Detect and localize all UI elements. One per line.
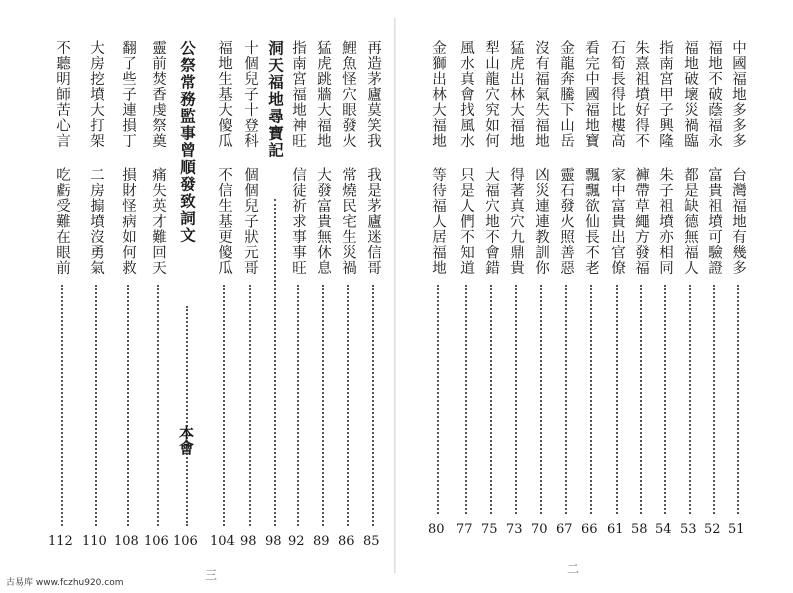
toc-entry-line1: 指南宮福地神旺 [290,40,306,149]
page-number: 86 [338,534,355,549]
page-number: 106 [173,534,198,549]
toc-entry-line2: 大福穴地不會錯 [483,166,499,275]
leader-dots [274,199,276,527]
toc-entry-line2: 只是人們不知道 [458,166,474,275]
leader-dots [737,285,739,514]
page-number: 70 [531,522,548,537]
toc-entry-line1: 鯉魚怪穴眼發火 [340,40,356,149]
toc-entry-line1: 金龍奔騰下山岳 [558,40,574,149]
page-number: 106 [144,534,169,549]
leader-dots [713,285,715,514]
leader-dots [540,285,542,514]
toc-entry-line1: 沒有福氣失福地 [533,40,549,149]
page-number: 80 [428,522,445,537]
author-note: 本會 [177,425,195,455]
toc-entry-line2: 痛失英才難回天 [150,166,166,275]
leader-dots [322,285,324,526]
toc-entry-line2: 飄飄欲仙長不老 [583,166,599,275]
toc-entry-line2: 朱子祖墳亦相同 [657,166,673,275]
toc-entry-line1: 中國福地多多多 [730,40,746,149]
toc-entry-line2: 凶災連連教訓你 [533,166,549,275]
page-number: 104 [210,534,235,549]
leader-dots [689,285,691,514]
page-number: 75 [481,522,498,537]
toc-entry-line2: 家中富貴出官僚 [609,166,625,275]
toc-entry-line1: 不聽明師苦心言 [54,40,70,149]
page-number: 54 [655,522,672,537]
toc-entry-line2: 都是缺德無福人 [682,166,698,275]
page-number: 85 [363,534,380,549]
toc-entry-line2: 大發富貴無休息 [315,166,331,275]
toc-entry-line1: 看完中國福地寶 [583,40,599,149]
leader-dots [616,285,618,514]
watermark: 古易库 www.fczhu920.com [6,578,124,588]
leader-dots [223,285,225,526]
toc-entry-line1: 金獅出林大福地 [430,40,446,149]
toc-entry-line1: 指南宮甲子興隆 [657,40,673,149]
toc-entry-line2: 損財怪病如何救 [120,166,136,275]
toc-entry-line2: 富貴祖墳可驗證 [706,166,722,275]
leader-dots [347,285,349,526]
toc-entry-line1: 猛虎跳牆大福地 [315,40,331,149]
leader-dots [249,285,251,526]
page-number: 73 [506,522,523,537]
page-number: 110 [82,534,107,549]
page-number: 108 [114,534,139,549]
page-number: 92 [288,534,305,549]
page-number: 61 [607,522,624,537]
toc-entry-line1: 福地生基大傻瓜 [216,40,232,149]
left-folio: 三 [205,568,218,582]
page-number: 51 [728,522,745,537]
toc-entry-line1: 十個兒子十登科 [242,40,258,149]
leader-dots [297,285,299,526]
page-number: 112 [48,534,73,549]
leader-dots [465,285,467,514]
toc-entry-line1: 風水真會找風水 [458,40,474,149]
page-number: 89 [313,534,330,549]
leader-dots [565,285,567,514]
leader-dots [640,285,642,514]
leader-dots [664,285,666,514]
toc-entry-line2: 吃虧受難在眼前 [54,166,70,275]
page-number: 77 [456,522,473,537]
toc-entry-line2: 常燒民宅生災禍 [340,166,356,275]
right-folio: 二 [567,562,580,576]
toc-entry-line1: 猛虎出林大福地 [508,40,524,149]
leader-dots [127,285,129,526]
toc-entry-line1: 再造茅廬莫笑我 [365,40,381,149]
toc-entry-line1: 福地破壞災禍臨 [682,40,698,149]
toc-entry-line2: 個個兒子狀元哥 [242,166,258,275]
leader-dots [372,285,374,526]
toc-entry-line1: 福地不破蔭福永 [706,40,722,149]
leader-dots [95,285,97,526]
leader-dots [590,285,592,514]
toc-entry-line1: 犁山龍穴究如何 [483,40,499,149]
toc-entry-line2: 二房搧墳沒勇氣 [88,166,104,275]
toc-entry-line2: 褲帶草繩方發福 [633,166,649,275]
toc-section-heading: 洞天福地尋寶記 [266,40,285,159]
toc-entry-line1: 朱熹祖墳好得不 [633,40,649,149]
toc-entry-line1: 石筍長得比樓高 [609,40,625,149]
leader-dots [437,285,439,514]
toc-entry-line1: 靈前焚香虔祭奠 [150,40,166,149]
toc-entry-line2: 我是茅廬迷信哥 [365,166,381,275]
page-number: 53 [680,522,697,537]
page-number: 58 [631,522,648,537]
leader-dots [490,285,492,514]
leader-dots [186,306,188,526]
toc-entry-line2: 等待福人居福地 [430,166,446,275]
page-number: 66 [581,522,598,537]
page-number: 98 [240,534,257,549]
toc-entry-line1: 大房挖墳大打架 [88,40,104,149]
toc-section-heading: 公祭常務監事曾順發致詞文 [178,40,197,244]
toc-entry-line2: 信徒祈求事事旺 [290,166,306,275]
toc-entry-line2: 台灣福地有幾多 [730,166,746,275]
toc-entry-line2: 不信生基更傻瓜 [216,166,232,275]
toc-entry-line2: 得著真穴九鼎貴 [508,166,524,275]
toc-entry-line2: 靈石發火照善惡 [558,166,574,275]
page-gutter [394,18,396,573]
leader-dots [61,285,63,526]
leader-dots [157,285,159,526]
page-number: 67 [556,522,573,537]
page-number: 98 [265,534,282,549]
page-number: 52 [704,522,721,537]
leader-dots [515,285,517,514]
toc-entry-line1: 翻了些子連損丁 [120,40,136,149]
